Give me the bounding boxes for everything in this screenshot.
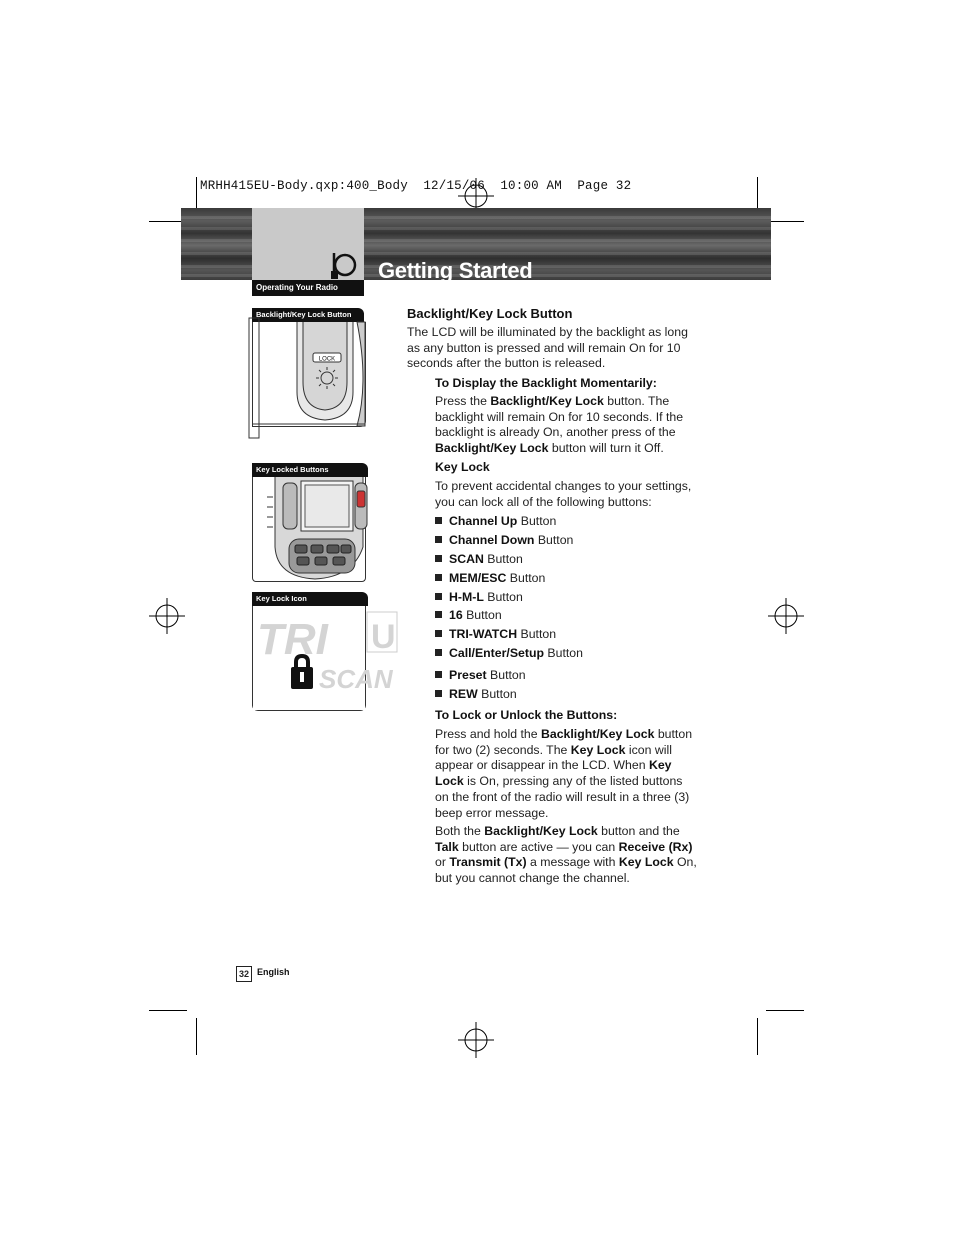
section-heading: Backlight/Key Lock Button bbox=[407, 306, 573, 321]
lock-paragraph: Press and hold the Backlight/Key Lock button for two (2) seconds. The Key Lock icon will appear or disappear in the LCD. When Key Lock is On, pressing any of the listed buttons on the front of the radio will result in a three (3) beep error message. bbox=[435, 727, 693, 820]
lcd-scan-text: SCAN bbox=[319, 664, 393, 694]
page-title: Getting Started bbox=[378, 258, 533, 283]
lock-button-label: LOCK bbox=[318, 356, 336, 363]
radio-front-illustration bbox=[253, 477, 365, 581]
intro-paragraph: The LCD will be illuminated by the backlight as long as any button is pressed and will remain On for 10 seconds after the button is released. bbox=[407, 325, 688, 371]
list-item: REW Button bbox=[435, 687, 517, 701]
lcd-illustration bbox=[253, 606, 396, 710]
crop-mark bbox=[196, 1018, 197, 1055]
crop-mark bbox=[766, 1010, 804, 1011]
radio-side-illustration bbox=[253, 322, 365, 426]
list-item: TRI-WATCH Button bbox=[435, 627, 556, 641]
section-label: Operating Your Radio bbox=[252, 280, 364, 296]
registration-mark-icon bbox=[458, 1022, 494, 1058]
print-slug: MRHH415EU-Body.qxp:400_Body 12/15/06 10:00 AM Page 32 bbox=[200, 179, 632, 193]
crop-mark bbox=[766, 221, 804, 222]
page-number: 32 bbox=[236, 966, 252, 982]
lock-heading: To Lock or Unlock the Buttons: bbox=[435, 708, 618, 722]
list-item: 16 Button bbox=[435, 608, 502, 622]
display-paragraph: Press the Backlight/Key Lock button. The backlight will remain On for 10 seconds. If the backlight is already On, another press of the Backlight/Key Lock button will turn it Off. bbox=[435, 394, 684, 456]
figure-caption: Key Lock Icon bbox=[252, 592, 368, 606]
list-item: SCAN Button bbox=[435, 552, 523, 566]
display-heading: To Display the Backlight Momentarily: bbox=[435, 376, 657, 390]
crop-mark bbox=[757, 1018, 758, 1055]
list-item: Channel Down Button bbox=[435, 533, 573, 547]
list-item: Preset Button bbox=[435, 668, 526, 682]
keylock-heading: Key Lock bbox=[435, 460, 490, 474]
list-item: H-M-L Button bbox=[435, 590, 523, 604]
keylock-intro: To prevent accidental changes to your settings, you can lock all of the following buttons: bbox=[435, 479, 692, 509]
lcd-u-text: U bbox=[371, 618, 396, 656]
list-item: Call/Enter/Setup Button bbox=[435, 646, 583, 660]
lcd-tri-text: TRI bbox=[257, 615, 328, 664]
active-buttons-paragraph: Both the Backlight/Key Lock button and the Talk button are active — you can Receive (Rx) or Transmit (Tx) a message with Key Lock On, but you cannot change the channel. bbox=[435, 824, 697, 886]
list-item: Channel Up Button bbox=[435, 514, 556, 528]
backlight-figure bbox=[252, 322, 366, 427]
radio-head-icon bbox=[328, 250, 360, 280]
key-lock-icon-figure bbox=[252, 606, 396, 711]
figure-caption: Key Locked Buttons bbox=[252, 463, 368, 477]
language-label: English bbox=[257, 967, 290, 977]
registration-mark-icon bbox=[768, 598, 804, 634]
list-item: MEM/ESC Button bbox=[435, 571, 545, 585]
key-locked-buttons-figure bbox=[252, 477, 366, 582]
figure-caption: Backlight/Key Lock Button bbox=[252, 308, 364, 322]
registration-mark-icon bbox=[149, 598, 185, 634]
crop-mark bbox=[149, 1010, 187, 1011]
